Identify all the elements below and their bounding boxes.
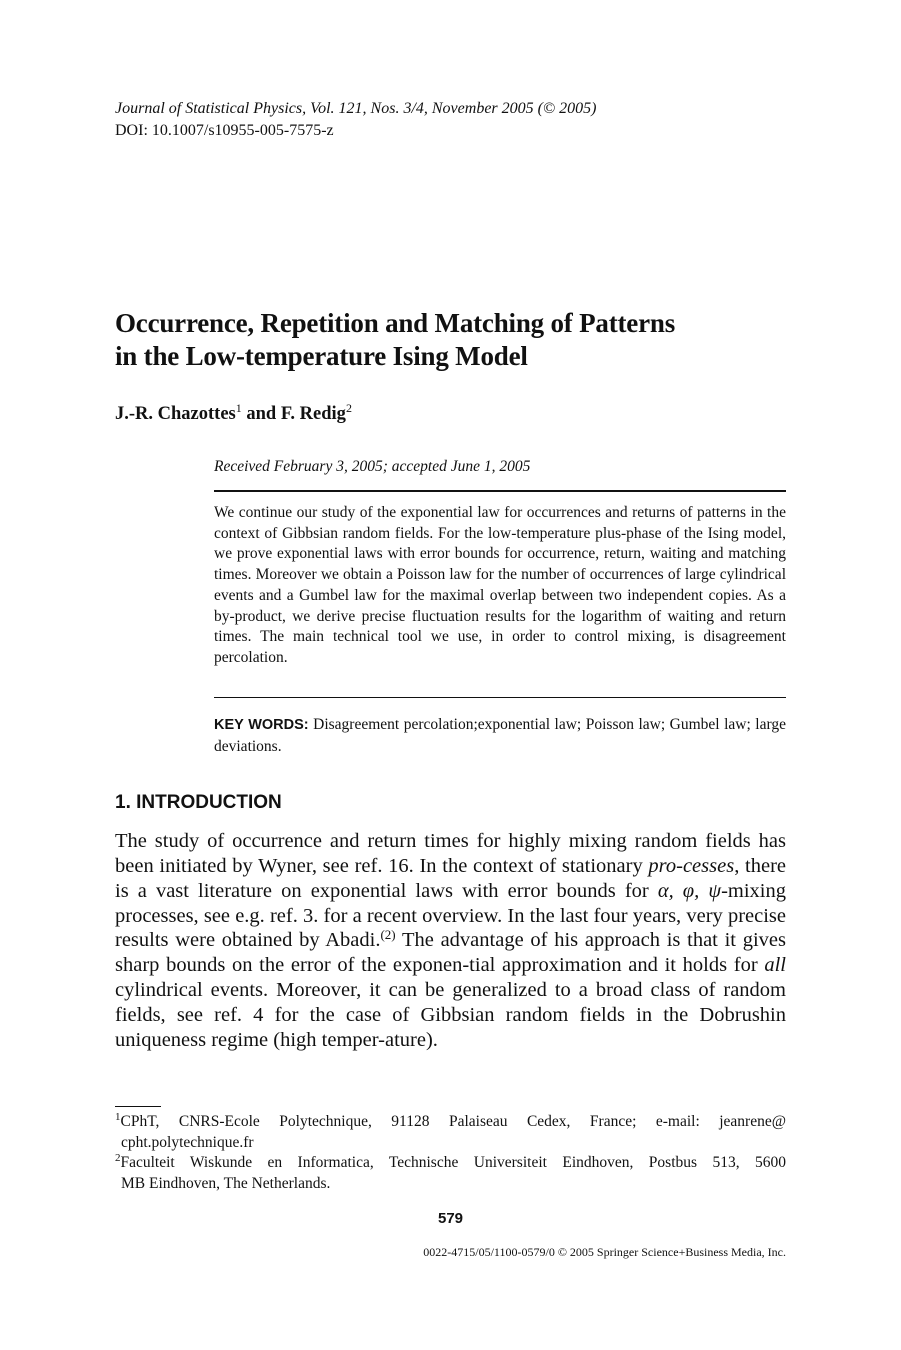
author-joiner: and [246, 404, 277, 424]
footnote-line: cpht.polytechnique.fr [121, 1133, 254, 1151]
journal-citation: Journal of Statistical Physics, Vol. 121, Nos. 3/4, November 2005 (© 2005) [115, 100, 597, 117]
received-dates: Received February 3, 2005; accepted June 1, 2005 [214, 458, 531, 475]
footnote-mark: 1 [235, 401, 242, 415]
footnote-text: CPhT, CNRS-Ecole Polytechnique, 91128 Palaiseau Cedex, France; e-mail: jeanrene@ [120, 1113, 786, 1130]
footnote-line [115, 1112, 786, 1133]
greek-symbols: α, φ, ψ [657, 879, 722, 902]
footnote-mark: 2 [115, 1152, 121, 1164]
footnote-mark: 2 [345, 401, 352, 415]
footnote-mark: 1 [115, 1111, 121, 1123]
footnote-text: Faculteit Wiskunde en Informatica, Technische Universiteit Eindhoven, Postbus 513, 5600 [120, 1154, 786, 1171]
paragraph-text: , there is a vast literature on exponential laws with error bounds for [115, 854, 786, 902]
paragraph-text: cylindrical events. Moreover, it can be generalized to a broad class of random fields, see ref. 4 for the case of Gibbsian random fields in the Dobrushin uniqueness regime (high temper-ature). [115, 979, 786, 1051]
emphasis-text: all [764, 954, 786, 977]
keywords-text: Disagreement percolation;exponential law; Poisson law; Gumbel law; large deviations. [214, 716, 787, 755]
article-title-line-2: in the Low-temperature Ising Model [115, 341, 528, 371]
abstract-bottom-rule [214, 697, 786, 698]
footnote-1 [115, 1112, 786, 1153]
emphasis-text: pro-cesses [648, 854, 735, 877]
article-title-line-1: Occurrence, Repetition and Matching of Patterns [115, 308, 675, 338]
abstract: We continue our study of the exponential law for occurrences and returns of patterns in the context of Gibbsian random fields. For the low-temperature plus-phase of the Ising model, we prove exponential laws with error bounds for occurrence, return, waiting and matching times. Moreover we obtain a Poisson law for the number of occurrences of large cylindrical events and a Gumbel law for the maximal overlap between two independent copies. As a by-product, we derive precise fluctuation results for the logarithm of waiting and return times. The main technical tool we use, in order to control mixing, is disagreement percolation. [214, 504, 786, 666]
copyright-line: 0022-4715/05/1100-0579/0 © 2005 Springer Science+Business Media, Inc. [423, 1245, 786, 1259]
author-list [115, 402, 352, 426]
paragraph-text: The advantage of his approach is that it gives sharp bounds on the error of the exponen-tial approximation and it holds for [115, 929, 786, 977]
footnote-line: MB Eindhoven, The Netherlands. [121, 1174, 331, 1192]
footnote-rule [115, 1106, 161, 1107]
author-name: J.-R. Chazottes [115, 404, 236, 424]
footnote-2 [115, 1153, 786, 1194]
keywords-label: KEY WORDS: [214, 717, 309, 733]
paragraph-text: -mixing processes, see e.g. ref. 3. for a recent overview. In the last four years, very precise results were obtained by Abadi. [115, 879, 786, 952]
paragraph-text: The study of occurrence and return times for highly mixing random fields has been initiated by Wyner, see ref. 16. In the context of stationary [115, 830, 786, 877]
footnote-line [115, 1153, 786, 1174]
page-number: 579 [437, 1210, 464, 1227]
abstract-top-rule [214, 490, 786, 492]
author-name: F. Redig [280, 404, 346, 424]
introduction-paragraph [115, 829, 786, 1053]
doi: DOI: 10.1007/s10955-005-7575-z [115, 122, 334, 139]
citation-reference: (2) [380, 927, 396, 943]
article-title [115, 307, 815, 373]
section-heading: 1. INTRODUCTION [115, 792, 282, 813]
keywords [214, 714, 786, 757]
